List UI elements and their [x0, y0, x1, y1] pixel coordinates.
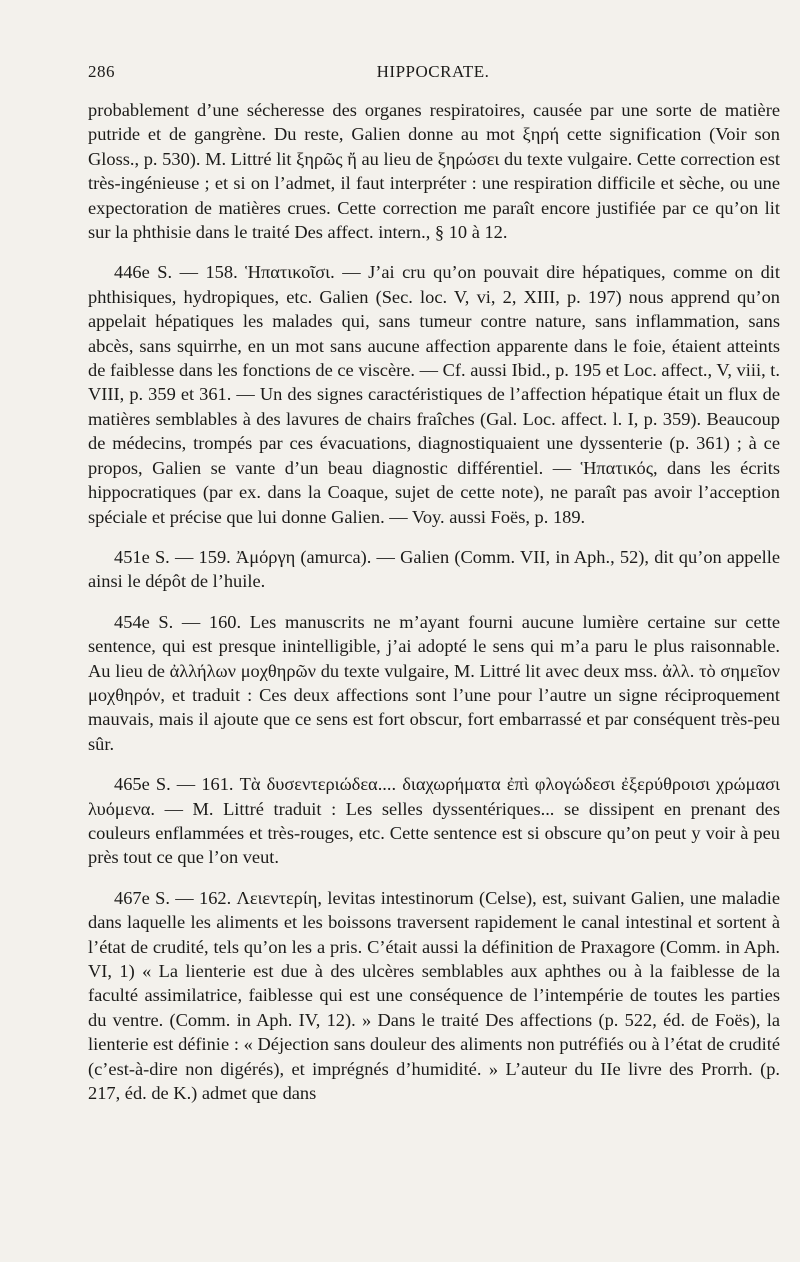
note-paragraph-162: 467e S. — 162. Λειεντερίη, levitas intestinorum (Celse), est, suivant Galien, une maladie dans laquelle les aliments et les boissons traversent rapidement le canal intestinal et sortent à l’état de crudité, tels qu’on les a pris. C’était aussi la définition de Praxagore (Comm. in Aph. VI, 1) « La lienterie est due à des ulcères semblables aux aphthes ou à la faiblesse de la faculté assimilatrice, faiblesse qui est une conséquence de l’intempérie de toutes les parties du ventre. (Comm. in Aph. IV, 12). » Dans le traité Des affections (p. 522, éd. de Foës), la lienterie est définie : « Déjection sans douleur des aliments non putréfiés ou à l’état de crudité (c’est-à-dire non digérés), et imprégnés d’humidité. » L’auteur du IIe livre des Prorrh. (p. 217, éd. de K.) admet que dans [88, 887, 780, 1104]
note-paragraph-continuation: probablement d’une sécheresse des organes respiratoires, causée par une sorte de matière putride et de gangrène. Du reste, Galien donne au mot ξηρή cette signification (Voir son Gloss., p. 530). M. Littré lit ξηρῶς ἤ au lieu de ξηρώσει du texte vulgaire. Cette correction est très-ingénieuse ; et si on l’admet, il faut interpréter : une respiration difficile et sèche, ou une expectoration de matières crues. Cette correction me paraît encore justifiée par ce qu’on lit sur la phthisie dans le traité Des affect. intern., § 10 à 12. [88, 100, 780, 243]
note-paragraph-160: 454e S. — 160. Les manuscrits ne m’ayant fourni aucune lumière certaine sur cette sentence, qui est presque inintelligible, j’ai adopté le sens qui m’a paru le plus raisonnable. Au lieu de ἀλλήλων μοχθηρῶν du texte vulgaire, M. Littré lit avec deux mss. ἀλλ. τὸ σημεῖον μοχθηρόν, et traduit : Ces deux affections sont l’une pour l’autre un signe réciproquement mauvais, mais il ajoute que ce sens est fort obscur, fort embarrassé et par conséquent très-peu sûr. [88, 611, 780, 754]
note-paragraph-159: 451e S. — 159. Ἀμόργη (amurca). — Galien (Comm. VII, in Aph., 52), dit qu’on appelle ainsi le dépôt de l’huile. [88, 546, 780, 592]
note-paragraph-158: 446e S. — 158. Ἡπατικοῖσι. — J’ai cru qu’on pouvait dire hépatiques, comme on dit phthisiques, hydropiques, etc. Galien (Sec. loc. V, vi, 2, XIII, p. 197) nous apprend qu’on appelait hépatiques les malades qui, sans tumeur contre nature, sans inflammation, sans abcès, sans squirrhe, en un mot sans aucune affection apparente dans le foie, étaient atteints de faiblesse dans les fonctions de ce viscère. — Cf. aussi Ibid., p. 195 et Loc. affect., V, viii, t. VIII, p. 359 et 361. — Un des signes caractéristiques de l’affection hépatique était un flux de matières semblables à des lavures de chairs fraîches (Gal. Loc. affect. l. I, p. 359). Beaucoup de médecins, trompés par ces évacuations, diagnostiquaient une dyssenterie (p. 361) ; à ce propos, Galien se vante d’un beau diagnostic différentiel. — Ἡπατικός, dans les écrits hippocratiques (par ex. dans la Coaque, sujet de cette note), ne paraît pas avoir l’acception spéciale et précise que lui donne Galien. — Voy. aussi Foës, p. 189. [88, 262, 780, 527]
running-title: HIPPOCRATE. [376, 62, 490, 81]
notes-body [88, 98, 780, 1105]
page-number: 286 [88, 62, 115, 81]
note-paragraph-161: 465e S. — 161. Τὰ δυσεντεριώδεα.... διαχωρήματα ἐπὶ φλογώδεσι ἐξερύθροισι χρώμασι λυόμενα. — M. Littré traduit : Les selles dyssentériques... se dissipent en prenant des couleurs enflammées et très-rouges, etc. Cette sentence est si obscure qu’on peut y voir à peu près tout ce que l’on veut. [88, 774, 780, 868]
